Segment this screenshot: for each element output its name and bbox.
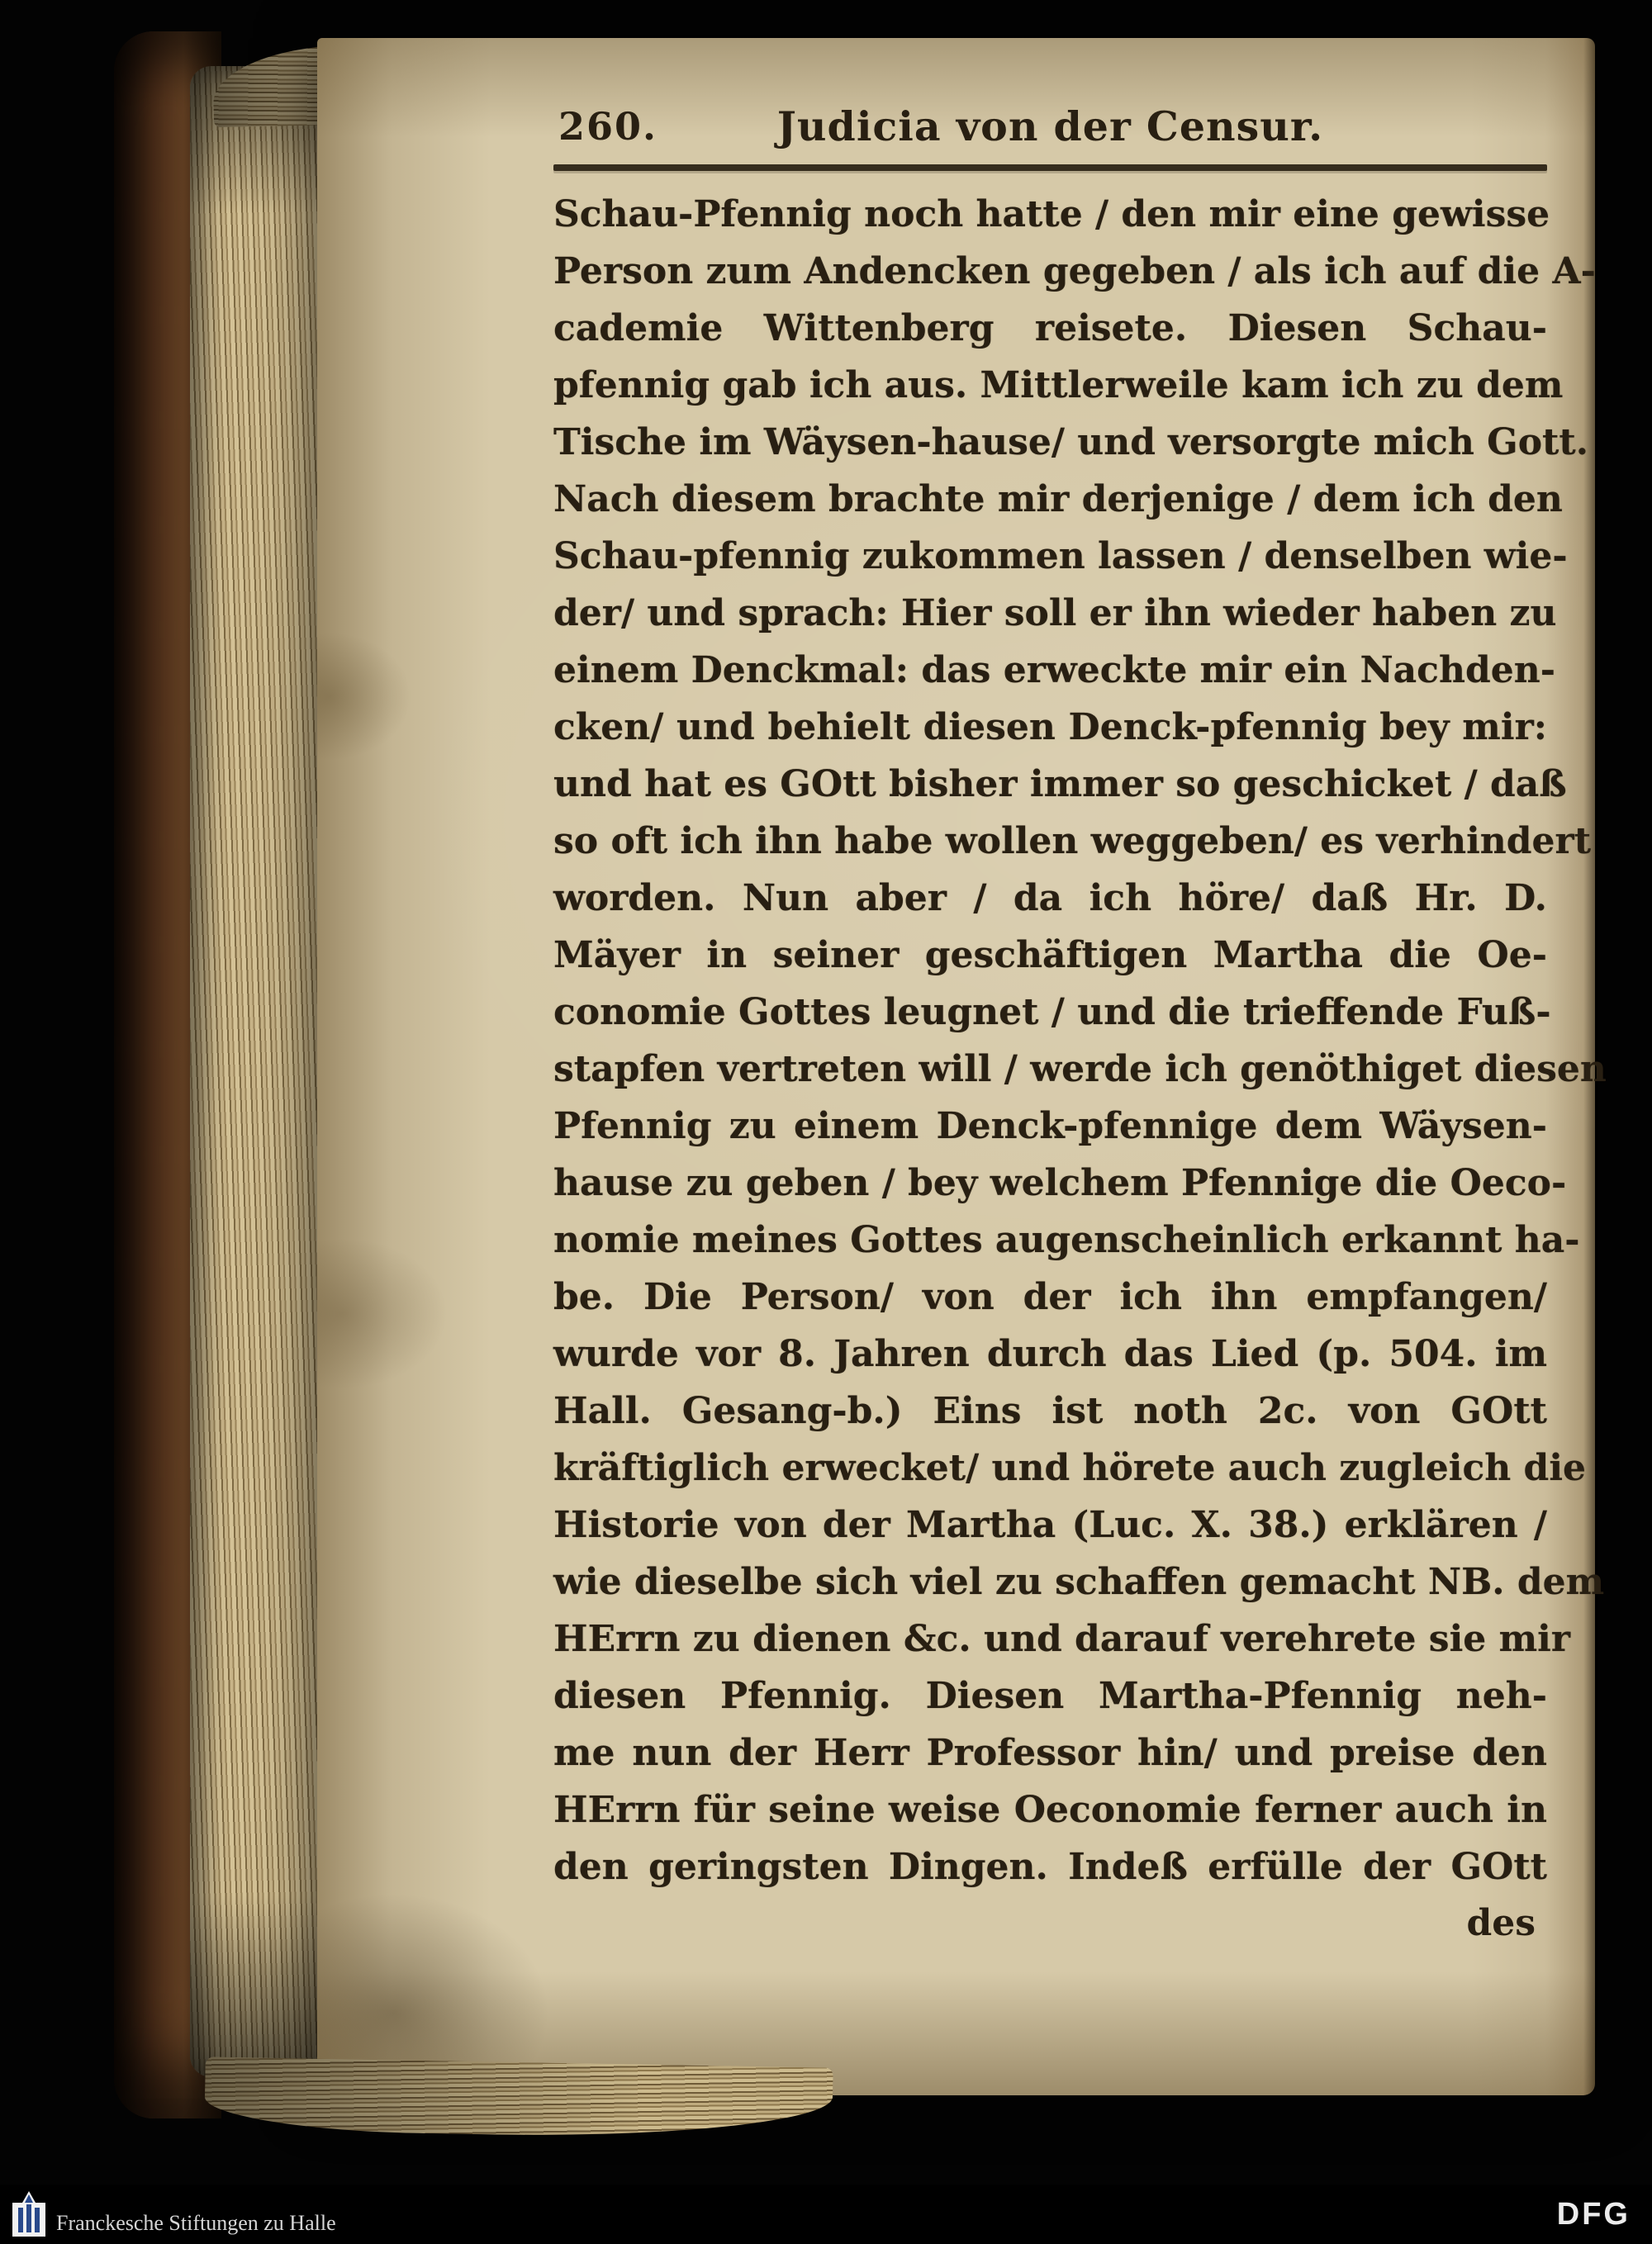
text-line: Tische im Wäysen-hause/ und versorgte mich Gott. — [553, 421, 1589, 463]
page-number: 260. — [558, 104, 658, 149]
text-line: nomie meines Gottes augenscheinlich erkannt ha- — [553, 1219, 1580, 1261]
dfg-logo: DFG — [1556, 2197, 1631, 2232]
text-line: kräftiglich erwecket/ und hörete auch zugleich die — [553, 1447, 1587, 1489]
text-line: Pfennig zu einem Denck-pfennige dem Wäysen- — [553, 1105, 1547, 1147]
text-line: stapfen vertreten will / werde ich genöthiget diesen — [553, 1048, 1607, 1090]
footer-institution-block — [12, 2191, 336, 2237]
text-line: pfennig gab ich aus. Mittlerweile kam ich zu dem — [553, 364, 1564, 406]
printed-area — [532, 38, 1607, 2095]
running-title: Judicia von der Censur. — [776, 102, 1324, 150]
text-line: Historie von der Martha (Luc. X. 38.) erklären / — [553, 1504, 1547, 1546]
text-line: cademie Wittenberg reisete. Diesen Schau- — [553, 307, 1547, 349]
page-header — [553, 102, 1547, 152]
institution-label: Franckesche Stiftungen zu Halle — [56, 2211, 336, 2235]
text-line: me nun der Herr Professor hin/ und preise den — [553, 1732, 1547, 1774]
text-line: worden. Nun aber / da ich höre/ daß Hr. D. — [553, 877, 1547, 919]
text-line: Hall. Gesang-b.) Eins ist noth 2c. von GOtt — [553, 1390, 1547, 1432]
catchword: des — [1466, 1902, 1536, 1944]
text-line: und hat es GOtt bisher immer so geschicket / daß — [553, 763, 1567, 805]
text-line: be. Die Person/ von der ich ihn empfangen/ — [553, 1276, 1547, 1318]
text-line: hause zu geben / bey welchem Pfennige die Oeco- — [553, 1162, 1567, 1204]
viewer-footer — [0, 2185, 1652, 2244]
text-line: Schau-Pfennig noch hatte / den mir eine gewisse — [553, 193, 1550, 235]
text-line: HErrn zu dienen &c. und darauf verehrete sie mir — [553, 1618, 1571, 1660]
page-edges-bottom — [204, 2057, 833, 2140]
text-line: so oft ich ihn habe wollen weggeben/ es verhindert — [553, 820, 1592, 862]
text-line: cken/ und behielt diesen Denck-pfennig bey mir: — [553, 706, 1547, 748]
book-scan — [114, 17, 1607, 2168]
text-line: Nach diesem brachte mir derjenige / dem ich den — [553, 478, 1563, 520]
text-line: conomie Gottes leugnet / und die trieffende Fuß- — [553, 991, 1551, 1033]
text-line: der/ und sprach: Hier soll er ihn wieder haben zu — [553, 592, 1557, 634]
text-line: Mäyer in seiner geschäftigen Martha die Oe- — [553, 934, 1547, 976]
text-line: wurde vor 8. Jahren durch das Lied (p. 504. im — [553, 1333, 1547, 1375]
text-line: Schau-pfennig zukommen lassen / denselben wie- — [553, 535, 1568, 577]
header-rule — [553, 164, 1547, 171]
book-page — [317, 38, 1607, 2095]
franckesche-stiftungen-emblem-icon — [12, 2191, 46, 2237]
text-line: diesen Pfennig. Diesen Martha-Pfennig neh- — [553, 1675, 1547, 1717]
text-line: wie dieselbe sich viel zu schaffen gemacht NB. dem — [553, 1561, 1605, 1603]
text-line: Person zum Andencken gegeben / als ich auf die A- — [553, 250, 1596, 292]
text-line: einem Denckmal: das erweckte mir ein Nachden- — [553, 649, 1555, 691]
body-text — [553, 186, 1607, 1895]
text-line: HErrn für seine weise Oeconomie ferner auch in — [553, 1789, 1547, 1831]
text-line: den geringsten Dingen. Indeß erfülle der GOtt — [553, 1846, 1547, 1888]
